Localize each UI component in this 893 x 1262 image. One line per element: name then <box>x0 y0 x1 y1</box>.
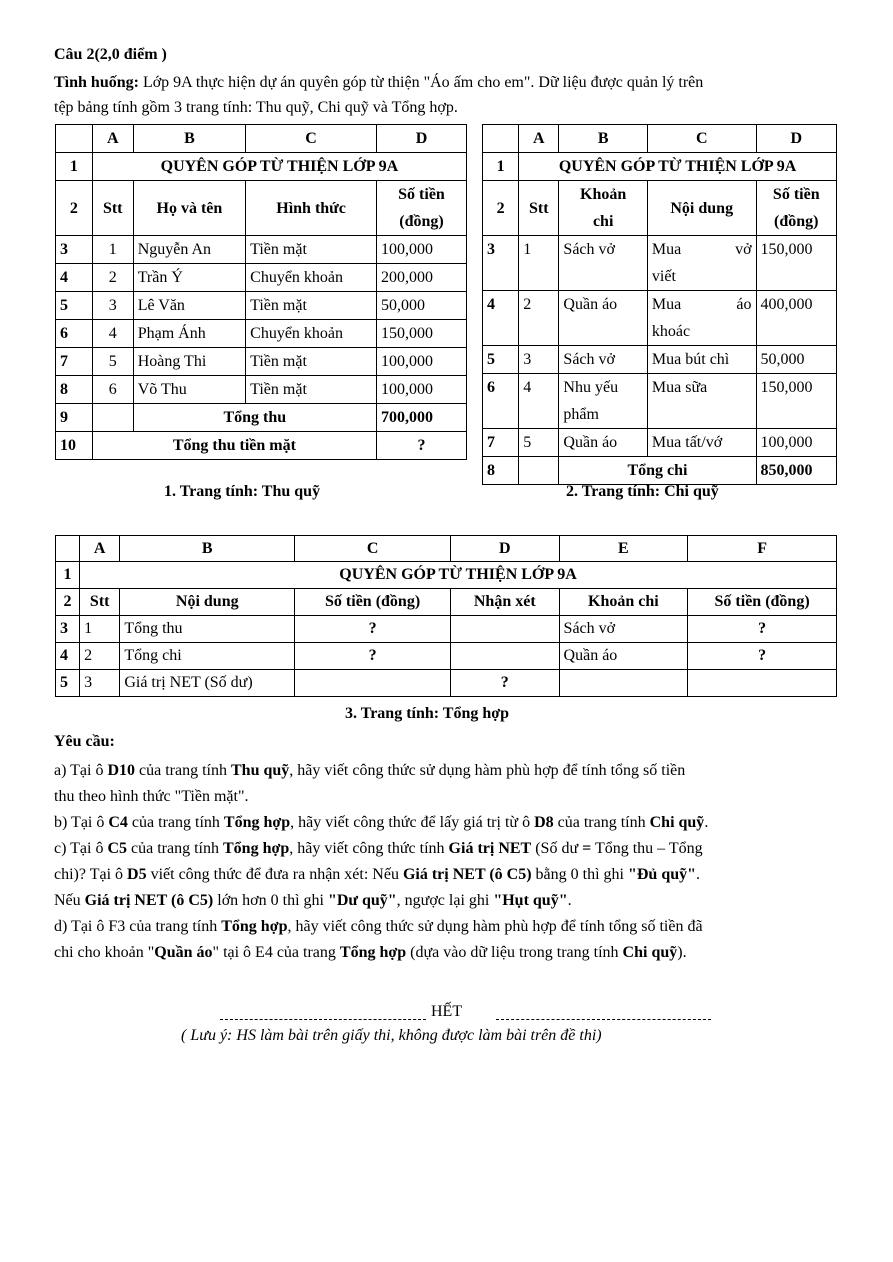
cell-comment <box>451 643 560 670</box>
header-comment: Nhận xét <box>451 589 560 616</box>
cell-form: Chuyển khoản <box>246 264 377 292</box>
requirement-d-line-2: chi cho khoản "Quần áo" tại ô E4 của trang Tổng hợp (dựa vào dữ liệu trong trang tính Chi quỹ). <box>54 944 687 961</box>
total-value: 850,000 <box>756 457 836 485</box>
sheet-title: QUYÊN GÓP TỪ THIỆN LỚP 9A <box>80 562 837 589</box>
cell-amount: ? <box>295 643 451 670</box>
col-header-d: D <box>451 536 560 562</box>
cash-total-value: ? <box>377 432 467 460</box>
cell-stt: 2 <box>519 291 559 346</box>
cell-item: Quần áo <box>559 291 648 346</box>
header-item-line1: Khoản <box>580 186 627 203</box>
end-divider-left <box>220 1019 426 1020</box>
content-word: vở <box>735 241 752 258</box>
total-row <box>483 457 837 485</box>
cell-stt: 2 <box>80 643 120 670</box>
total-value: 700,000 <box>377 404 467 432</box>
col-header-b: B <box>120 536 295 562</box>
table-row <box>56 616 837 643</box>
header-form: Hình thức <box>246 181 377 236</box>
cell-stt: 1 <box>80 616 120 643</box>
sheet-title: QUYÊN GÓP TỪ THIỆN LỚP 9A <box>92 153 466 181</box>
total-row <box>56 404 467 432</box>
cell-stt: 5 <box>519 429 559 457</box>
table-row <box>483 374 837 429</box>
cell-name: Hoàng Thi <box>133 348 245 376</box>
header-amount-line2: (đồng) <box>774 213 819 230</box>
col-header-e: E <box>559 536 688 562</box>
cell-content: Mua tất/vớ <box>647 429 756 457</box>
row-number: 6 <box>483 374 519 429</box>
row-number: 5 <box>56 292 93 320</box>
cell-name: Lê Văn <box>133 292 245 320</box>
requirement-b: b) Tại ô C4 của trang tính Tổng hợp, hãy viết công thức để lấy giá trị từ ô D8 của trang tính Chi quỹ. <box>54 814 709 831</box>
requirements-label: Yêu cầu: <box>54 733 115 750</box>
col-header-d: D <box>756 125 836 153</box>
cell-amount: 100,000 <box>377 348 467 376</box>
col-header-d: D <box>377 125 467 153</box>
question-heading: Câu 2(2,0 điểm ) <box>54 46 167 63</box>
cell-content: Mua bút chì <box>647 346 756 374</box>
cell-content: Tổng thu <box>120 616 295 643</box>
col-header-c: C <box>246 125 377 153</box>
caption-sheet-1: 1. Trang tính: Thu quỹ <box>164 483 321 500</box>
end-text: HẾT <box>431 1003 463 1020</box>
header-content: Nội dung <box>120 589 295 616</box>
header-amount-line2: (đồng) <box>399 213 444 230</box>
row-number: 1 <box>56 562 80 589</box>
cell-stt: 6 <box>92 376 133 404</box>
cell-amount <box>295 670 451 697</box>
col-header-c: C <box>647 125 756 153</box>
cash-total-label: Tổng thu tiền mặt <box>92 432 376 460</box>
cell-stt: 5 <box>92 348 133 376</box>
cell-amount: 100,000 <box>377 376 467 404</box>
cell-stt: 1 <box>519 236 559 291</box>
table-row <box>56 236 467 264</box>
cell-stt: 1 <box>92 236 133 264</box>
cell-content <box>647 291 756 346</box>
cell-content <box>647 236 756 291</box>
content-line2: khoác <box>651 323 691 340</box>
row-number: 10 <box>56 432 93 460</box>
total-label: Tổng chi <box>559 457 756 485</box>
cell-content: Tổng chi <box>120 643 295 670</box>
caption-sheet-2: 2. Trang tính: Chi quỹ <box>566 483 719 500</box>
cell-amount: 100,000 <box>756 429 836 457</box>
situation-line-2: tệp bảng tính gồm 3 trang tính: Thu quỹ, Chi quỹ và Tổng hợp. <box>54 99 458 116</box>
row-number: 6 <box>56 320 93 348</box>
row-number: 2 <box>56 181 93 236</box>
row-number: 5 <box>483 346 519 374</box>
header-stt: Stt <box>92 181 133 236</box>
cell-stt: 2 <box>92 264 133 292</box>
cell-item: Sách vở <box>559 616 688 643</box>
header-amount-2: Số tiền (đồng) <box>688 589 837 616</box>
cell-amount: ? <box>295 616 451 643</box>
row-number: 9 <box>56 404 93 432</box>
table-row <box>483 291 837 346</box>
requirement-c-line-3: Nếu Giá trị NET (ô C5) lớn hơn 0 thì ghi "Dư quỹ", ngược lại ghi "Hụt quỹ". <box>54 892 572 909</box>
header-content: Nội dung <box>647 181 756 236</box>
cell-form: Chuyển khoản <box>246 320 377 348</box>
header-amount-line1: Số tiền <box>772 186 820 203</box>
cell-item <box>559 374 648 429</box>
cell-comment: ? <box>451 670 560 697</box>
cell-stt: 3 <box>80 670 120 697</box>
cell-item: Quần áo <box>559 429 648 457</box>
cell-amount-2: ? <box>688 643 837 670</box>
cell-stt: 3 <box>92 292 133 320</box>
cell-amount-2 <box>688 670 837 697</box>
cell-item: Sách vở <box>559 236 648 291</box>
cell-name: Võ Thu <box>133 376 245 404</box>
requirement-a-line-1: a) Tại ô D10 của trang tính Thu quỹ, hãy viết công thức sử dụng hàm phù hợp để tính tổng số tiền <box>54 762 686 779</box>
cell-item: Quần áo <box>559 643 688 670</box>
cell-item: Sách vở <box>559 346 648 374</box>
sheet-thu-quy-table <box>55 124 467 460</box>
table-row <box>56 376 467 404</box>
column-header-row <box>56 536 837 562</box>
header-stt: Stt <box>519 181 559 236</box>
row-number: 3 <box>56 616 80 643</box>
cell-name: Phạm Ánh <box>133 320 245 348</box>
sheet-title: QUYÊN GÓP TỪ THIỆN LỚP 9A <box>519 153 837 181</box>
caption-sheet-3: 3. Trang tính: Tổng hợp <box>345 705 510 722</box>
row-number: 7 <box>483 429 519 457</box>
cell-name: Nguyễn An <box>133 236 245 264</box>
cell-amount: 150,000 <box>756 374 836 429</box>
cell-amount: 200,000 <box>377 264 467 292</box>
content-line2: viết <box>651 268 676 285</box>
table-row <box>56 292 467 320</box>
row-number: 3 <box>56 236 93 264</box>
row-number: 7 <box>56 348 93 376</box>
table-row <box>56 320 467 348</box>
cell-stt: 4 <box>92 320 133 348</box>
col-header-a: A <box>92 125 133 153</box>
sheet-chi-quy-table <box>482 124 837 485</box>
row-number: 8 <box>56 376 93 404</box>
cell-amount-2: ? <box>688 616 837 643</box>
header-amount: Số tiền (đồng) <box>295 589 451 616</box>
requirement-c-line-1: c) Tại ô C5 của trang tính Tổng hợp, hãy viết công thức tính Giá trị NET (Số dư = Tổng thu – Tổng <box>54 840 703 857</box>
item-line1: Nhu yếu <box>563 379 619 396</box>
row-number: 1 <box>56 153 93 181</box>
cell-content: Mua sữa <box>647 374 756 429</box>
header-amount <box>377 181 467 236</box>
column-header-row <box>56 125 467 153</box>
cell-name: Trần Ý <box>133 264 245 292</box>
corner-cell <box>56 536 80 562</box>
content-word: Mua <box>651 241 682 258</box>
cell-stt: 3 <box>519 346 559 374</box>
header-item <box>559 181 648 236</box>
col-header-a: A <box>519 125 559 153</box>
cell-amount: 50,000 <box>377 292 467 320</box>
row-number: 5 <box>56 670 80 697</box>
requirement-a-line-2: thu theo hình thức "Tiền mặt". <box>54 788 249 805</box>
requirement-c-line-2: chi)? Tại ô D5 viết công thức để đưa ra nhận xét: Nếu Giá trị NET (ô C5) bằng 0 thì ghi "Đủ quỹ". <box>54 866 700 883</box>
table-row <box>56 264 467 292</box>
corner-cell <box>56 125 93 153</box>
cell-comment <box>451 616 560 643</box>
cell-amount: 100,000 <box>377 236 467 264</box>
col-header-c: C <box>295 536 451 562</box>
item-line2: phẩm <box>563 406 599 423</box>
cell-content: Giá trị NET (Số dư) <box>120 670 295 697</box>
row-number: 2 <box>483 181 519 236</box>
cash-total-row <box>56 432 467 460</box>
col-header-b: B <box>133 125 245 153</box>
col-header-a: A <box>80 536 120 562</box>
content-word: Mua <box>651 296 682 313</box>
requirement-d-line-1: d) Tại ô F3 của trang tính Tổng hợp, hãy viết công thức sử dụng hàm phù hợp để tính tổng số tiền đã <box>54 918 703 935</box>
row-number: 3 <box>483 236 519 291</box>
total-label: Tổng thu <box>133 404 376 432</box>
row-number: 4 <box>56 264 93 292</box>
table-row <box>56 670 837 697</box>
header-item-line2: chi <box>592 213 614 230</box>
cell-form: Tiền mặt <box>246 376 377 404</box>
header-amount-line1: Số tiền <box>398 186 445 203</box>
table-row <box>483 346 837 374</box>
footnote: ( Lưu ý: HS làm bài trên giấy thi, không được làm bài trên đề thi) <box>181 1027 602 1044</box>
cell-item <box>559 670 688 697</box>
row-number: 4 <box>483 291 519 346</box>
row-number: 2 <box>56 589 80 616</box>
cell-amount: 150,000 <box>756 236 836 291</box>
table-row <box>56 643 837 670</box>
col-header-f: F <box>688 536 837 562</box>
column-header-row <box>483 125 837 153</box>
situation-line-1: Tình huống: Lớp 9A thực hiện dự án quyên góp từ thiện "Áo ấm cho em". Dữ liệu được quản lý trên <box>54 74 704 91</box>
corner-cell <box>483 125 519 153</box>
header-item: Khoản chi <box>559 589 688 616</box>
cell-form: Tiền mặt <box>246 236 377 264</box>
cell-amount: 50,000 <box>756 346 836 374</box>
cell-form: Tiền mặt <box>246 348 377 376</box>
sheet-tong-hop-table <box>55 535 837 697</box>
row-number: 8 <box>483 457 519 485</box>
table-row <box>483 429 837 457</box>
header-stt: Stt <box>80 589 120 616</box>
table-row <box>56 348 467 376</box>
cell-stt: 4 <box>519 374 559 429</box>
header-amount <box>756 181 836 236</box>
empty-cell <box>92 404 133 432</box>
cell-amount: 150,000 <box>377 320 467 348</box>
cell-amount: 400,000 <box>756 291 836 346</box>
row-number: 4 <box>56 643 80 670</box>
col-header-b: B <box>559 125 648 153</box>
end-divider-right <box>496 1019 711 1020</box>
cell-form: Tiền mặt <box>246 292 377 320</box>
table-row <box>483 236 837 291</box>
row-number: 1 <box>483 153 519 181</box>
empty-cell <box>519 457 559 485</box>
content-word: áo <box>736 296 752 313</box>
header-name: Họ và tên <box>133 181 245 236</box>
